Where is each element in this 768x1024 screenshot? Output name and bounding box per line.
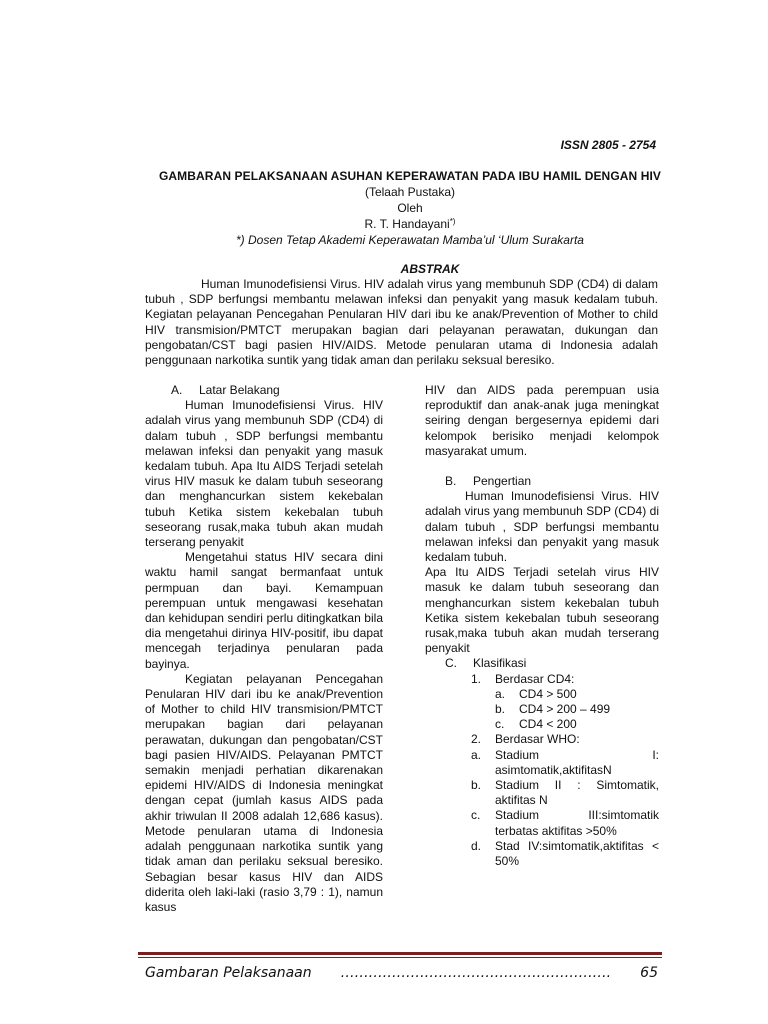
- author-mark: *): [449, 217, 456, 226]
- list-letter: a.: [471, 747, 482, 762]
- page-number: 65: [640, 965, 658, 981]
- list-number: 2.: [471, 732, 482, 747]
- list-letter: d.: [471, 838, 482, 853]
- section-c-title: Klasifikasi: [473, 656, 527, 671]
- section-a-label: A.: [171, 383, 183, 397]
- list-letter: c.: [495, 717, 505, 732]
- author-line: [145, 216, 675, 232]
- left-column: [145, 383, 383, 915]
- list-item: [425, 839, 659, 869]
- list-text: CD4 < 200: [519, 717, 577, 732]
- article-subtitle: (Telaah Pustaka): [364, 185, 456, 199]
- list-item: [425, 687, 659, 702]
- section-a-heading: [145, 383, 383, 398]
- classification-list: [425, 672, 659, 870]
- section-b-title: Pengertian: [473, 474, 532, 489]
- list-text: Berdasar CD4:: [495, 671, 575, 686]
- issn-number: ISSN 2805 - 2754: [560, 138, 656, 152]
- list-text: Stadium II : Simtomatik, aktifitas N: [495, 778, 659, 808]
- list-item: [425, 717, 659, 732]
- list-text: Stadium I: asimtomatik,aktifitasN: [495, 747, 659, 777]
- footer-title: Gambaran Pelaksanaan: [145, 965, 312, 981]
- article-title: GAMBARAN PELAKSANAAN ASUHAN KEPERAWATAN PADA IBU HAMIL DENGAN HIV: [158, 169, 662, 183]
- footer-leader-dots: ………………………………………………….: [340, 965, 612, 981]
- list-letter: b.: [471, 778, 482, 793]
- list-text: Stadium III:simtomatik terbatas aktifitas >50%: [495, 808, 659, 838]
- list-letter: a.: [495, 686, 506, 701]
- author-affiliation: *) Dosen Tetap Akademi Keperawatan Mamba’ul ‘Ulum Surakarta: [236, 233, 584, 247]
- page-footer: [145, 965, 658, 981]
- section-b-heading: [425, 474, 659, 489]
- list-item: [425, 748, 659, 778]
- list-text: Stad IV:simtomatik,aktifitas < 50%: [495, 838, 659, 869]
- left-paragraph-3: Kegiatan pelayanan Pencegahan Penularan HIV dari ibu ke anak/Prevention of Mother to child HIV transmision/PMTCT merupakan bagian dari pelayanan perawatan, dukungan dan pengobatan/CST bagi pasien HIV/AIDS. Pelayanan PMTCT semakin menjadi perhatian dikarenakan epidemi HIV/AIDS di Indonesia meningkat dengan cepat (jumlah kasus AIDS pada akhir triwulan II 2008 adalah 12,686 kasus). Metode penularan utama di Indonesia adalah penggunaan narkotika suntik yang tidak aman dan perilaku seksual beresiko. Sebagian besar kasus HIV dan AIDS diderita oleh laki-laki (rasio 3,79 : 1), namun kasus: [145, 671, 383, 914]
- list-item: [425, 702, 659, 717]
- list-text: CD4 > 500: [519, 686, 577, 701]
- abstract-text: Human Imunodefisiensi Virus. HIV adalah virus yang membunuh SDP (CD4) di dalam tubuh , SDP berfungsi membantu melawan infeksi dan penyakit yang masuk kedalam tubuh. Kegiatan pelayanan Pencegahan Penularan HIV dari ibu ke anak/Prevention of Mother to child HIV transmision/PMTCT merupakan bagian dari pelayanan perawatan, dukungan dan pengobatan/CST bagi pasien HIV/AIDS. Metode penularan utama di Indonesia adalah penggunaan narkotika suntik yang tidak aman dan perilaku seksual beresiko.: [145, 277, 658, 368]
- list-item: [425, 778, 659, 808]
- section-b-label: B.: [445, 474, 457, 489]
- section-a-title: Latar Belakang: [199, 383, 280, 397]
- author-name: R. T. Handayani: [364, 217, 450, 231]
- list-letter: c.: [471, 808, 481, 823]
- left-paragraph-2: Mengetahui status HIV secara dini waktu hamil sangat bermanfaat untuk permpuan dan bayi. Kemampuan perempuan untuk mengawasi kesehatan dan kehidupan sendiri perlu ditingkatkan bila dia mengetahui dirinya HIV-positif, ibu dapat mencegah terjadinya penularan pada bayinya.: [145, 550, 383, 671]
- right-paragraph-2: Human Imunodefisiensi Virus. HIV adalah virus yang membunuh SDP (CD4) di dalam tubuh , SDP berfungsi membantu melawan infeksi dan penyakit yang masuk kedalam tubuh.: [425, 489, 659, 565]
- by-line: Oleh: [397, 201, 423, 215]
- list-item: [425, 808, 659, 838]
- list-letter: b.: [495, 702, 506, 717]
- list-item-who: [425, 732, 659, 747]
- section-c-heading: [425, 656, 659, 671]
- section-c-label: C.: [445, 656, 457, 671]
- list-text: Berdasar WHO:: [495, 732, 580, 747]
- footer-rule-thick: [138, 952, 662, 955]
- right-paragraph-1: HIV dan AIDS pada perempuan usia reproduktif dan anak-anak juga meningkat seiring dengan bergesernya epidemi dari kelompok berisiko menjadi kelompok masyarakat umum.: [425, 383, 659, 458]
- right-column: [425, 383, 659, 869]
- list-text: CD4 > 200 – 499: [519, 702, 611, 717]
- right-paragraph-3: Apa Itu AIDS Terjadi setelah virus HIV masuk ke dalam tubuh seseorang dan menghancurkan sistem kekebalan tubuh Ketika sistem kekebalan tubuh seseorang rusak,maka tubuh akan mudah terserang penyakit: [425, 565, 659, 656]
- footer-rule-thin: [138, 957, 662, 958]
- abstract-heading: ABSTRAK: [400, 262, 460, 276]
- list-number: 1.: [471, 671, 482, 686]
- left-paragraph-1: Human Imunodefisiensi Virus. HIV adalah virus yang membunuh SDP (CD4) di dalam tubuh , SDP berfungsi membantu melawan infeksi dan penyakit yang masuk kedalam tubuh. Apa Itu AIDS Terjadi setelah virus HIV masuk ke dalam tubuh seseorang dan menghancurkan sistem kekebalan tubuh Ketika sistem kekebalan tubuh seseorang rusak,maka tubuh akan mudah terserang penyakit: [145, 398, 383, 550]
- list-item-cd4: [425, 672, 659, 687]
- title-block: [145, 168, 675, 248]
